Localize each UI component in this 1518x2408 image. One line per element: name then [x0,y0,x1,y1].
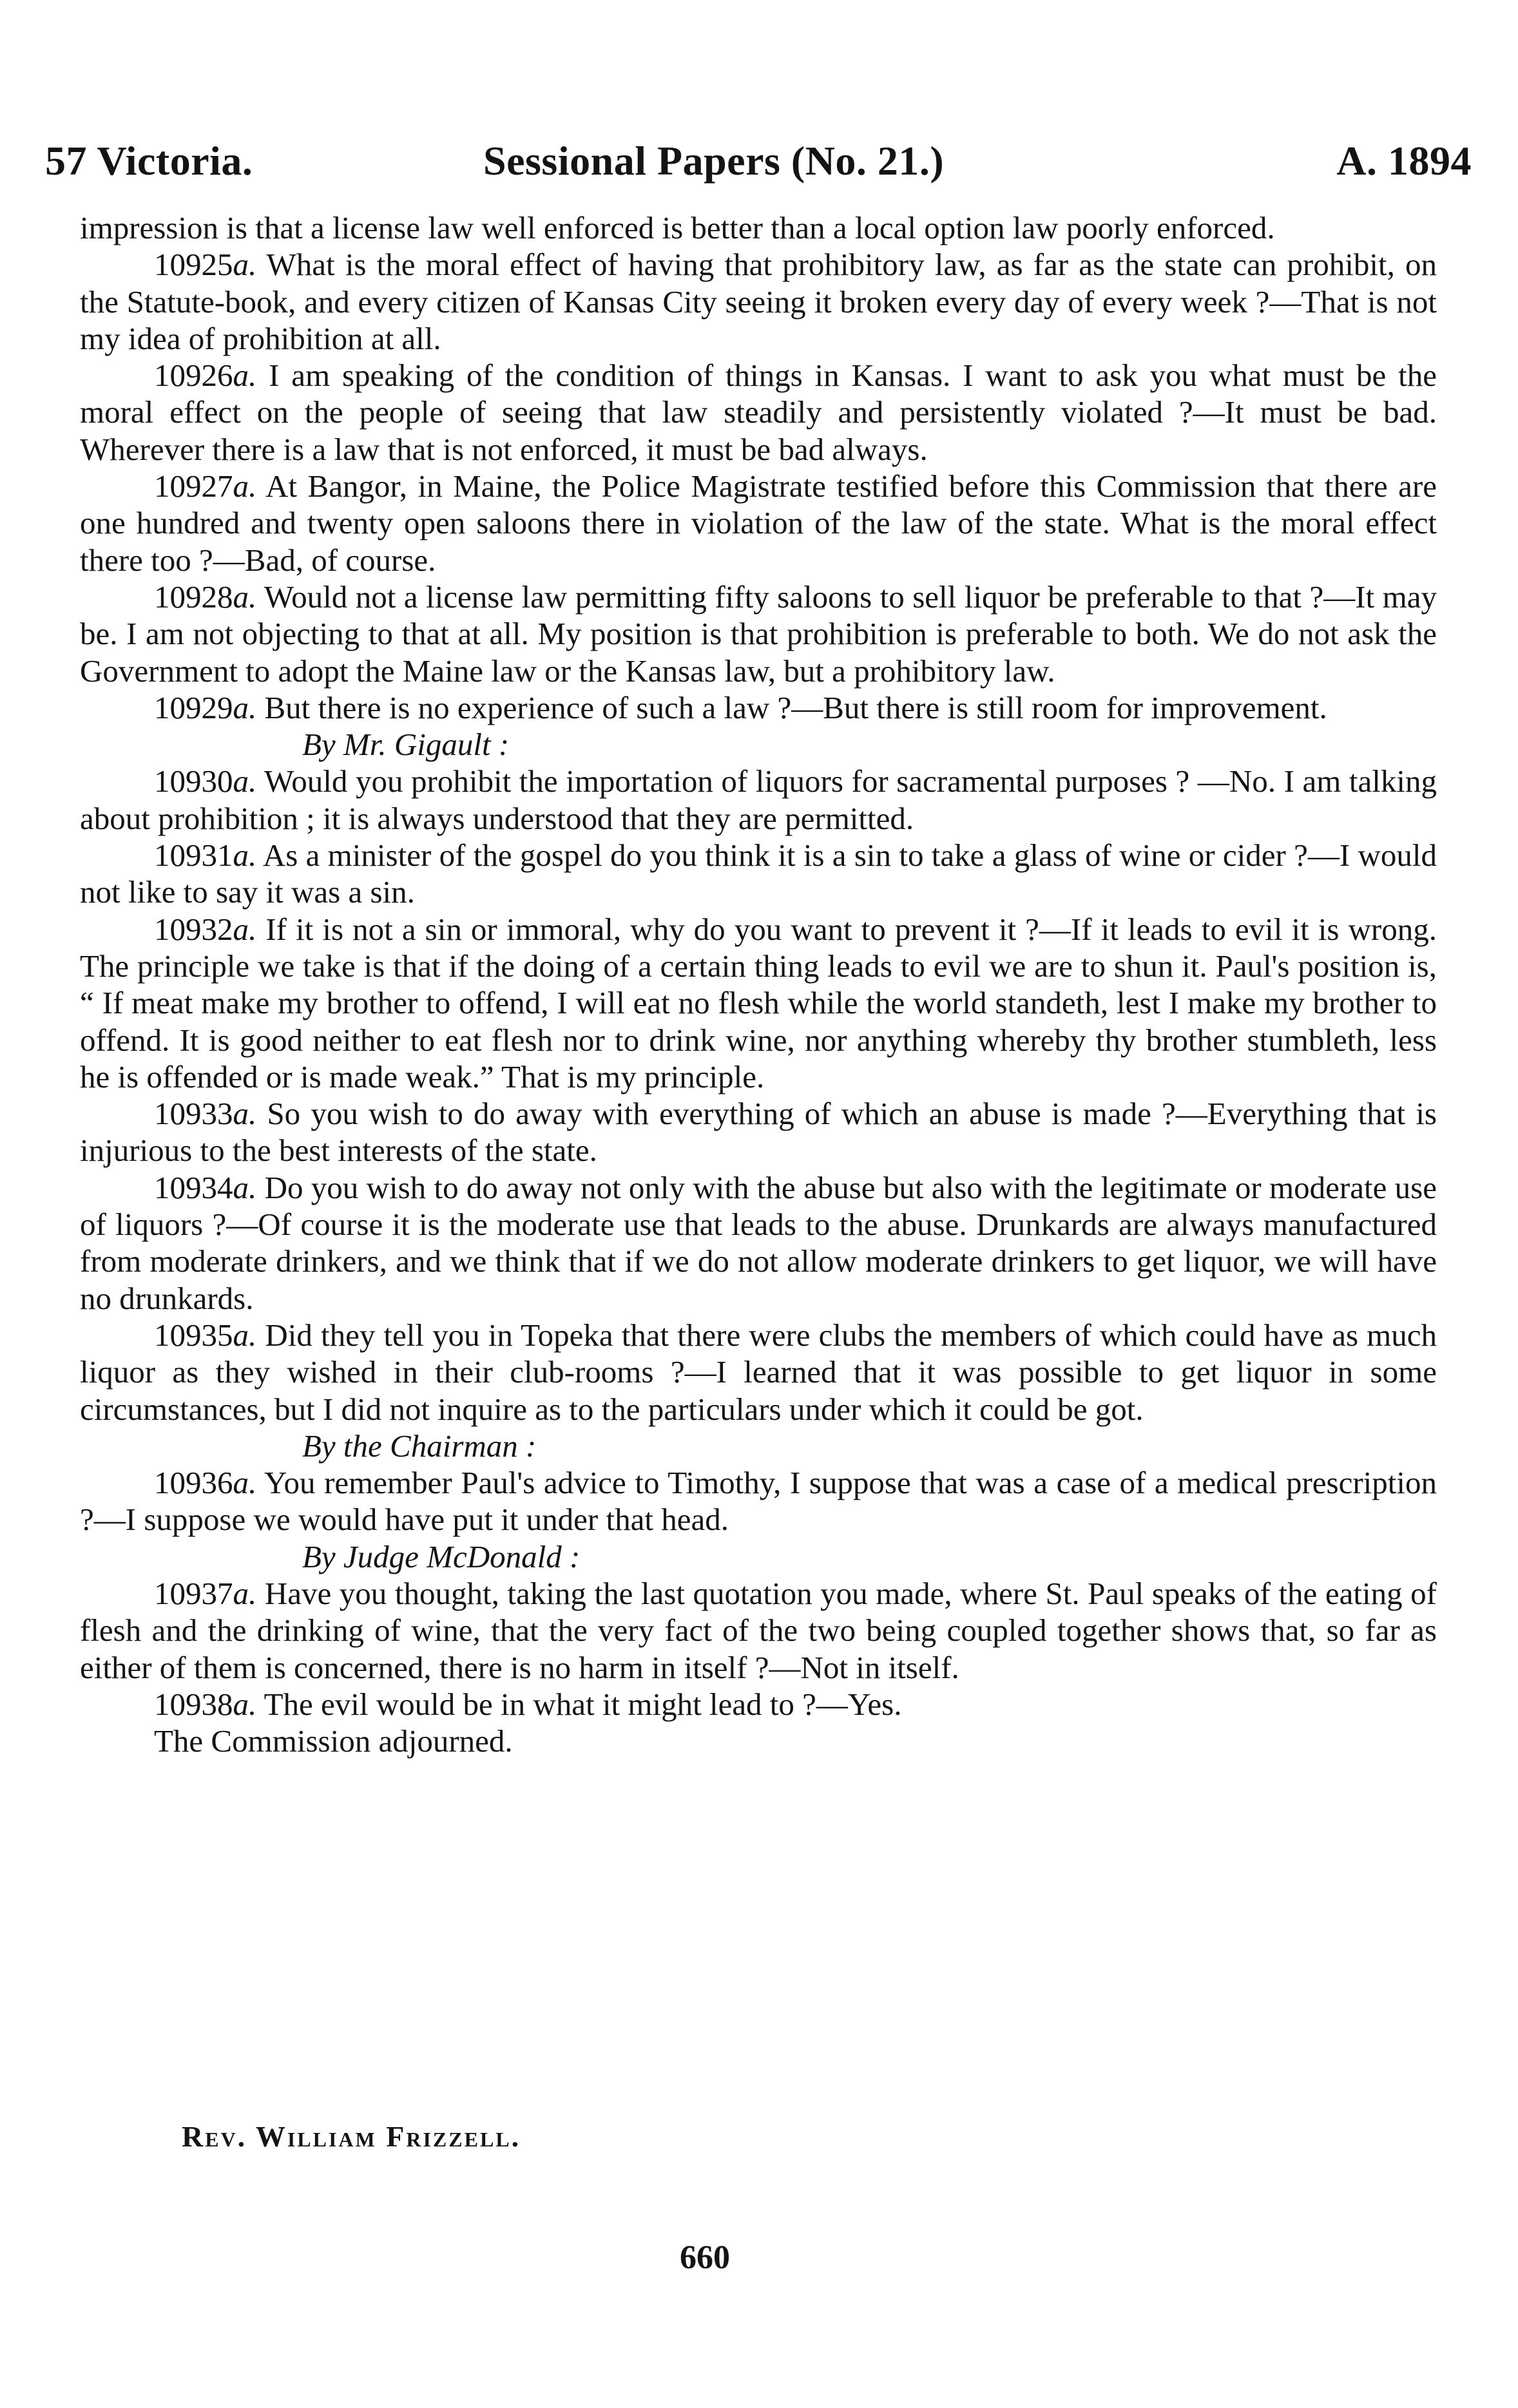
witness-name: Rev. William Frizzell. [182,2120,521,2153]
question-10929a [80,689,1437,726]
question-10928a [80,578,1437,689]
question-text: But there is no experience of such a law ?—But there is still room for improvement. [256,689,1327,725]
question-text: Have you thought, taking the last quotation you made, where St. Paul speaks of the eating of flesh and the drinking of wine, that the very fact of the two being coupled together shows that, so far as either of them is concerned, there is no harm in itself ?—Not in itself. [80,1575,1437,1685]
question-number: 10926a. [154,358,257,394]
continuation-paragraph: impression is that a license law well enforced is better than a local option law poorly enforced. [80,210,1275,245]
question-10934a [80,1169,1437,1317]
question-text: I am speaking of the condition of things in Kansas. I want to ask you what must be the moral effect on the people of seeing that law steadily and persistently violated ?—It must be bad. Wherever there is a law that is not enforced, it must be bad always. [80,358,1437,467]
question-number: 10931a. [154,837,257,874]
question-10927a [80,468,1437,578]
question-text: Would you prohibit the importation of liquors for sacramental purposes ? —No. I am talking about prohibition ; it is always understood that they are permitted. [80,763,1437,836]
question-10930a [80,763,1437,837]
question-10938a [80,1686,1437,1723]
page-header [45,129,1472,193]
page-number: 660 [680,2239,730,2276]
question-10931a [80,837,1437,911]
header-year: A. 1894 [1336,138,1472,184]
testimony-body [80,209,1437,1759]
question-text: Did they tell you in Topeka that there were clubs the members of which could have as much liquor as they wished in their club-rooms ?—I learned that it was possible to get liquor in some circumstances, but I did not inquire as to the particulars under which it could be got. [80,1317,1437,1427]
speaker-heading-gigault: By Mr. Gigault : [302,727,510,763]
question-number: 10934a. [154,1169,257,1205]
question-number: 10937a. [154,1575,257,1611]
question-text: So you wish to do away with everything of which an abuse is made ?—Everything that is injurious to the best interests of the state. [80,1096,1437,1169]
question-text: The evil would be in what it might lead to ?—Yes. [256,1686,902,1722]
question-number: 10938a. [154,1686,257,1722]
question-number: 10929a. [154,689,257,725]
question-10936a [80,1464,1437,1538]
question-text: Do you wish to do away not only with the abuse but also with the legitimate or moderate use of liquors ?—Of course it is the moderate use that leads to the abuse. Drunkards are always manufactured from moderate drinkers, and we think that if we do not allow moderate drinkers to get liquor, we will have no drunkards. [80,1169,1437,1316]
adjournment-note: The Commission adjourned. [154,1723,513,1759]
question-number: 10930a. [154,763,257,799]
question-10926a [80,357,1437,468]
header-title: Sessional Papers (No. 21.) [483,138,945,184]
question-text: At Bangor, in Maine, the Police Magistrate testified before this Commission that there are one hundred and twenty open saloons there in violation of the law of the state. What is the moral effect there too ?—Bad, of course. [80,468,1437,578]
question-number: 10935a. [154,1317,257,1353]
question-text: As a minister of the gospel do you think it is a sin to take a glass of wine or cider ?—I would not like to say it was a sin. [80,837,1437,910]
question-number: 10936a. [154,1465,257,1501]
question-number: 10932a. [154,911,257,947]
question-10937a [80,1575,1437,1686]
question-text: Would not a license law permitting fifty saloons to sell liquor be preferable to that ?—It may be. I am not objecting to that at all. My position is that prohibition is preferable to both. We do not ask the Government to adopt the Maine law or the Kansas law, but a prohibitory law. [80,578,1437,689]
question-10925a [80,246,1437,357]
question-number: 10928a. [154,578,257,615]
question-10933a [80,1095,1437,1169]
speaker-heading-chairman: By the Chairman : [302,1428,537,1464]
question-number: 10925a. [154,247,257,283]
question-text: You remember Paul's advice to Timothy, I suppose that was a case of a medical prescription ?—I suppose we would have put it under that head. [80,1465,1437,1538]
speaker-heading-mcdonald: By Judge McDonald : [302,1538,581,1574]
question-number: 10927a. [154,468,257,504]
question-number: 10933a. [154,1096,257,1132]
header-session: 57 Victoria. [45,138,253,184]
question-text: What is the moral effect of having that prohibitory law, as far as the state can prohibit, on the Statute-book, and every citizen of Kansas City seeing it broken every day of every week ?—That is not my idea of prohibition at all. [80,247,1437,356]
question-text: If it is not a sin or immoral, why do you want to prevent it ?—If it leads to evil it is wrong. The principle we take is that if the doing of a certain thing leads to evil we are to shun it. Paul's position is, “ If meat make my brother to offend, I will eat no flesh while the world standeth, lest I make my brother to offend. It is good neither to eat flesh nor to drink wine, nor anything whereby thy brother stumbleth, less he is offended or is made weak.” That is my principle. [80,911,1437,1094]
question-10935a [80,1317,1437,1428]
question-10932a [80,911,1437,1095]
